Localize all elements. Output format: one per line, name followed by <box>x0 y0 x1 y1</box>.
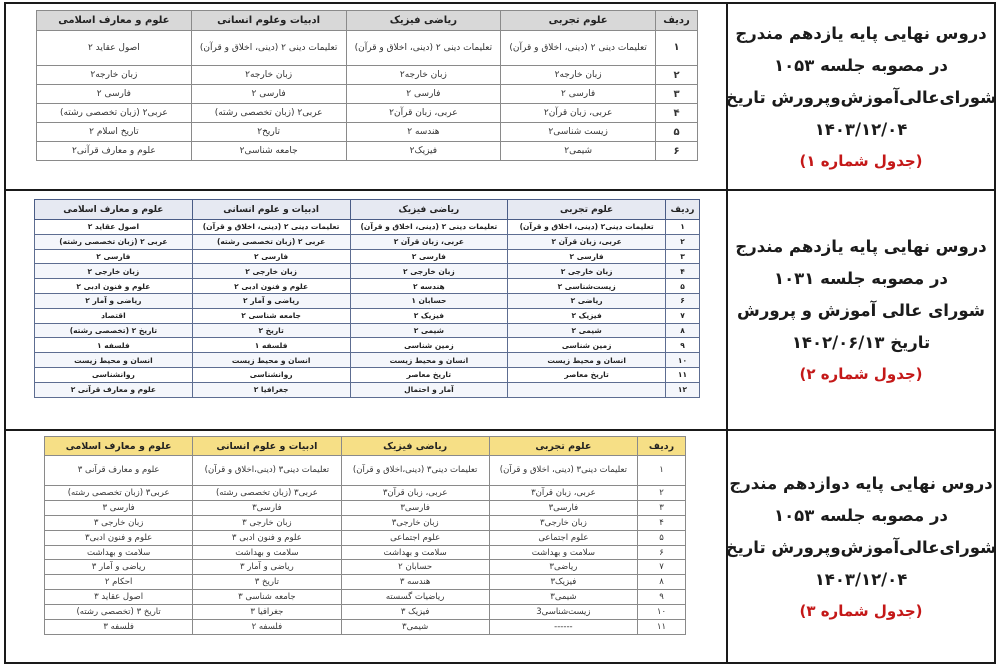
table-cell: علوم و فنون ادبی ۲ <box>192 279 350 294</box>
row-number-cell: ۲ <box>638 486 686 501</box>
row-number-cell: ۱۰ <box>638 605 686 620</box>
table-cell: فیزیک ۲ <box>508 308 666 323</box>
document-frame <box>4 2 996 664</box>
table-cell: ریاضی و آمار ۳ <box>193 560 341 575</box>
table-cell: زمین شناسی <box>508 338 666 353</box>
table-cell: عربی۳ (زبان تخصصی رشته) <box>45 486 193 501</box>
table-row <box>45 620 686 635</box>
table-cell: سلامت و بهداشت <box>489 545 637 560</box>
table-cell: زمین شناسی <box>350 338 508 353</box>
column-header-row-number: ردیف <box>666 200 700 220</box>
table-cell: تعلیمات دینی۳ (دینی،اخلاق و قرآن) <box>193 456 341 486</box>
table-cell: انسان و محیط زیست <box>350 353 508 368</box>
table-cell: ریاضیات گسسته <box>341 590 489 605</box>
row-number-cell: ۲ <box>656 66 698 85</box>
row-number-cell: ۱۲ <box>666 382 700 397</box>
row-number-cell: ۵ <box>666 279 700 294</box>
table-1-container <box>36 10 698 161</box>
table-cell: هندسه ۳ <box>341 575 489 590</box>
table-cell: زیست‌شناسی ۲ <box>508 279 666 294</box>
table-cell: فارسی۳ <box>341 500 489 515</box>
table-cell: تعلیمات دینی ۲ (دینی، اخلاق و قرآن) <box>191 31 346 66</box>
caption-line: دروس نهایی پایه یازدهم مندرج <box>735 23 987 43</box>
table-cell: تاریخ ۳ <box>193 575 341 590</box>
caption-date: تاریخ ۱۴۰۲/۰۶/۱۳ <box>791 333 931 352</box>
row-number-cell: ۵ <box>638 530 686 545</box>
table-cell: فیزیک۲ <box>346 142 501 161</box>
table-cell: حسابان ۱ <box>350 293 508 308</box>
table-row <box>35 382 700 397</box>
table-cell: زیست شناسی۲ <box>501 123 656 142</box>
row-number-cell: ۴ <box>656 104 698 123</box>
table-cell: سلامت و بهداشت <box>45 545 193 560</box>
table-row <box>35 249 700 264</box>
table-cell: زبان خارجه۲ <box>37 66 192 85</box>
table-cell: عربی ۲ (زبان تخصصی رشته) <box>192 234 350 249</box>
table-cell: زبان خارجه۲ <box>346 66 501 85</box>
table-row <box>37 31 698 66</box>
row-number-cell: ۱۱ <box>666 367 700 382</box>
table-cell: زبان خارجی ۲ <box>508 264 666 279</box>
table-cell: فلسفه ۱ <box>35 338 193 353</box>
table-cell: جامعه شناسی ۳ <box>193 590 341 605</box>
table-row <box>45 500 686 515</box>
table-cell: زبان خارجی ۲ <box>192 264 350 279</box>
table-cell: تعلیمات دینی۲ (دینی، اخلاق و قرآن) <box>508 220 666 235</box>
table-cell: فارسی ۲ <box>508 249 666 264</box>
table-cell: فارسی ۲ <box>192 249 350 264</box>
table-cell: ریاضی ۲ <box>508 293 666 308</box>
table-cell: عربی، زبان قرآن۲ <box>346 104 501 123</box>
table-cell: علوم و معارف قرآنی ۳ <box>45 456 193 486</box>
caption-line: شورای‌عالی‌آموزش‌وپرورش تاریخ <box>725 87 997 107</box>
table-cell: اصول عقاید ۲ <box>35 220 193 235</box>
table-cell: زیست‌شناسی3 <box>489 605 637 620</box>
row-number-cell: ۹ <box>638 590 686 605</box>
row-number-cell: ۶ <box>656 142 698 161</box>
table-cell: ریاضی۳ <box>489 560 637 575</box>
table-cell: شیمی۲ <box>501 142 656 161</box>
section-grade-11-approval-1031 <box>6 191 994 431</box>
table-cell: علوم و معارف قرآنی۲ <box>37 142 192 161</box>
table-cell: علوم و فنون ادبی ۲ <box>35 279 193 294</box>
table-header-row <box>37 11 698 31</box>
table-row <box>45 515 686 530</box>
row-number-cell: ۷ <box>666 308 700 323</box>
table-cell: تاریخ ۲ <box>192 323 350 338</box>
row-number-cell: ۹ <box>666 338 700 353</box>
table-cell: اقتصاد <box>35 308 193 323</box>
row-number-cell: ۳ <box>638 500 686 515</box>
table-number-label: (جدول شماره ۳) <box>799 601 923 620</box>
table-row <box>45 605 686 620</box>
section-caption <box>726 191 994 429</box>
column-header: ریاضی فیزیک <box>341 437 489 456</box>
table-cell: زبان خارجی۳ <box>489 515 637 530</box>
table-cell: اصول عقاید ۲ <box>37 31 192 66</box>
table-row <box>37 66 698 85</box>
column-header: ادبیات و علوم انسانی <box>192 200 350 220</box>
table-cell: فلسفه ۲ <box>193 620 341 635</box>
table-cell: حسابان ۲ <box>341 560 489 575</box>
table-cell: عربی ۲ (زبان تخصصی رشته) <box>35 234 193 249</box>
column-header-row-number: ردیف <box>638 437 686 456</box>
final-exams-table-2 <box>34 199 700 398</box>
table-row <box>35 264 700 279</box>
table-cell: آمار و احتمال <box>350 382 508 397</box>
caption-line: دروس نهایی پایه یازدهم مندرج <box>735 237 987 256</box>
table-cell: ------ <box>489 620 637 635</box>
caption-line: شورای عالی آموزش و پرورش <box>737 301 985 320</box>
table-cell: جغرافیا ۲ <box>192 382 350 397</box>
table-cell: فارسی ۲ <box>37 85 192 104</box>
row-number-cell: ۱ <box>656 31 698 66</box>
column-header: علوم تجربی <box>489 437 637 456</box>
table-cell: تاریخ ۲ (تخصصی رشته) <box>35 323 193 338</box>
row-number-cell: ۳ <box>656 85 698 104</box>
final-exams-table-1 <box>36 10 698 161</box>
row-number-cell: ۶ <box>638 545 686 560</box>
table-cell: انسان و محیط زیست <box>508 353 666 368</box>
table-row <box>45 530 686 545</box>
table-cell: فارسی ۲ <box>191 85 346 104</box>
table-cell: روانشناسی <box>192 367 350 382</box>
table-cell: شیمی۳ <box>341 620 489 635</box>
table-row <box>35 234 700 249</box>
table-row <box>37 85 698 104</box>
table-cell: اصول عقاید ۳ <box>45 590 193 605</box>
table-row <box>35 353 700 368</box>
caption-date: ۱۴۰۳/۱۲/۰۴ <box>814 119 908 139</box>
table-cell: تاریخ۲ <box>191 123 346 142</box>
section-grade-11-approval-1053 <box>6 4 997 191</box>
section-grade-12-approval-1053 <box>6 431 997 662</box>
column-header: علوم تجربی <box>501 11 656 31</box>
table-cell: تاریخ معاصر <box>350 367 508 382</box>
row-number-cell: ۱۱ <box>638 620 686 635</box>
column-header: ادبیات وعلوم انسانی <box>191 11 346 31</box>
table-cell: فلسفه ۱ <box>192 338 350 353</box>
table-cell: هندسه ۲ <box>346 123 501 142</box>
table-cell: شیمی ۲ <box>350 323 508 338</box>
table-cell: علوم اجتماعی <box>341 530 489 545</box>
table-cell: تعلیمات دینی ۲ (دینی، اخلاق و قرآن) <box>346 31 501 66</box>
table-cell: عربی، زبان قرآن۲ <box>501 104 656 123</box>
table-cell: جامعه شناسی ۲ <box>192 308 350 323</box>
caption-line: در مصوبه جلسه ۱۰۳۱ <box>774 269 948 288</box>
table-cell: تعلیمات دینی ۲ (دینی، اخلاق و قرآن) <box>192 220 350 235</box>
table-row <box>35 279 700 294</box>
table-cell: انسان و محیط زیست <box>35 353 193 368</box>
table-cell: فیزیک۳ <box>489 575 637 590</box>
table-cell: فارسی ۲ <box>346 85 501 104</box>
final-exams-table-3 <box>44 436 686 635</box>
table-cell: تعلیمات دینی۳ (دینی،اخلاق و قرآن) <box>341 456 489 486</box>
table-row <box>35 338 700 353</box>
table-cell: تعلیمات دینی ۲ (دینی، اخلاق و قرآن) <box>501 31 656 66</box>
table-cell: فلسفه ۳ <box>45 620 193 635</box>
table-cell: انسان و محیط زیست <box>192 353 350 368</box>
table-row <box>45 456 686 486</box>
row-number-cell: ۱ <box>666 220 700 235</box>
table-3-container <box>44 436 686 635</box>
row-number-cell: ۶ <box>666 293 700 308</box>
row-number-cell: ۴ <box>638 515 686 530</box>
caption-date: ۱۴۰۳/۱۲/۰۴ <box>814 569 908 589</box>
column-header: ریاضی فیزیک <box>350 200 508 220</box>
table-cell: فیزیک ۲ <box>350 308 508 323</box>
caption-line: در مصوبه جلسه ۱۰۵۳ <box>774 505 948 525</box>
table-cell: زبان خارجه۲ <box>191 66 346 85</box>
table-row <box>45 486 686 501</box>
table-cell: تاریخ معاصر <box>508 367 666 382</box>
row-number-cell: ۲ <box>666 234 700 249</box>
table-cell: ریاضی و آمار ۲ <box>192 293 350 308</box>
table-cell: زبان خارجی ۲ <box>35 264 193 279</box>
table-row <box>35 220 700 235</box>
table-header-row <box>35 200 700 220</box>
column-header: ریاضی فیزیک <box>346 11 501 31</box>
table-cell: عربی۲ (زبان تخصصی رشته) <box>191 104 346 123</box>
table-cell: هندسه ۲ <box>350 279 508 294</box>
row-number-cell: ۱ <box>638 456 686 486</box>
table-cell: زبان خارجی ۳ <box>193 515 341 530</box>
caption-line: شورای‌عالی‌آموزش‌وپرورش تاریخ <box>725 537 997 557</box>
table-cell: زبان خارجی۳ <box>341 515 489 530</box>
table-cell: عربی، زبان قرآن۳ <box>489 486 637 501</box>
row-number-cell: ۳ <box>666 249 700 264</box>
table-cell: سلامت و بهداشت <box>341 545 489 560</box>
table-row <box>35 323 700 338</box>
caption-line: در مصوبه جلسه ۱۰۵۳ <box>774 55 948 75</box>
table-row <box>37 123 698 142</box>
row-number-cell: ۷ <box>638 560 686 575</box>
table-header-row <box>45 437 686 456</box>
table-cell: احکام ۲ <box>45 575 193 590</box>
table-cell: فارسی۳ <box>193 500 341 515</box>
table-2-container <box>34 199 700 398</box>
table-cell: علوم و فنون ادبی ۳ <box>193 530 341 545</box>
table-row <box>35 293 700 308</box>
table-cell: شیمی۳ <box>489 590 637 605</box>
table-cell <box>508 382 666 397</box>
table-cell: تاریخ ۳ (تخصصی رشته) <box>45 605 193 620</box>
table-row <box>35 308 700 323</box>
table-cell: علوم و معارف قرآنی ۲ <box>35 382 193 397</box>
row-number-cell: ۸ <box>638 575 686 590</box>
table-cell: فارسی ۳ <box>45 500 193 515</box>
table-cell: زبان خارجه۲ <box>501 66 656 85</box>
column-header: علوم و معارف اسلامی <box>37 11 192 31</box>
table-cell: علوم اجتماعی <box>489 530 637 545</box>
column-header-row-number: ردیف <box>656 11 698 31</box>
table-cell: عربی۳ (زبان تخصصی رشته) <box>193 486 341 501</box>
table-row <box>37 142 698 161</box>
table-row <box>35 367 700 382</box>
table-cell: فارسی ۲ <box>501 85 656 104</box>
table-row <box>45 575 686 590</box>
table-cell: عربی، زبان قرآن ۲ <box>508 234 666 249</box>
section-caption <box>725 431 997 662</box>
row-number-cell: ۴ <box>666 264 700 279</box>
table-cell: فیزیک ۳ <box>341 605 489 620</box>
table-cell: ریاضی و آمار ۲ <box>35 293 193 308</box>
table-cell: ریاضی و آمار ۳ <box>45 560 193 575</box>
column-header: علوم و معارف اسلامی <box>45 437 193 456</box>
table-cell: فارسی ۲ <box>35 249 193 264</box>
table-cell: عربی، زبان قرآن ۲ <box>350 234 508 249</box>
table-cell: عربی، زبان قرآن۳ <box>341 486 489 501</box>
column-header: علوم تجربی <box>508 200 666 220</box>
table-cell: تعلیمات دینی ۲ (دینی، اخلاق و قرآن) <box>350 220 508 235</box>
table-cell: تعلیمات دینی۳ (دینی، اخلاق و قرآن) <box>489 456 637 486</box>
table-row <box>45 545 686 560</box>
table-cell: شیمی ۲ <box>508 323 666 338</box>
table-number-label: (جدول شماره ۲) <box>799 365 923 383</box>
table-cell: جغرافیا ۳ <box>193 605 341 620</box>
caption-line: دروس نهایی پایه دوازدهم مندرج <box>729 473 993 493</box>
table-cell: زبان خارجی ۲ <box>350 264 508 279</box>
table-cell: سلامت و بهداشت <box>193 545 341 560</box>
table-cell: تاریخ اسلام ۲ <box>37 123 192 142</box>
table-number-label: (جدول شماره ۱) <box>799 151 923 170</box>
column-header: ادبیات و علوم انسانی <box>193 437 341 456</box>
table-cell: علوم و فنون ادبی۳ <box>45 530 193 545</box>
table-cell: عربی۲ (زبان تخصصی رشته) <box>37 104 192 123</box>
row-number-cell: ۸ <box>666 323 700 338</box>
table-cell: فارسی۳ <box>489 500 637 515</box>
section-caption <box>725 4 997 189</box>
table-cell: روانشناسی <box>35 367 193 382</box>
row-number-cell: ۵ <box>656 123 698 142</box>
table-row <box>45 560 686 575</box>
row-number-cell: ۱۰ <box>666 353 700 368</box>
table-cell: فارسی ۲ <box>350 249 508 264</box>
column-header: علوم و معارف اسلامی <box>35 200 193 220</box>
table-cell: زبان خارجی ۳ <box>45 515 193 530</box>
table-row <box>45 590 686 605</box>
table-row <box>37 104 698 123</box>
table-cell: جامعه شناسی۲ <box>191 142 346 161</box>
